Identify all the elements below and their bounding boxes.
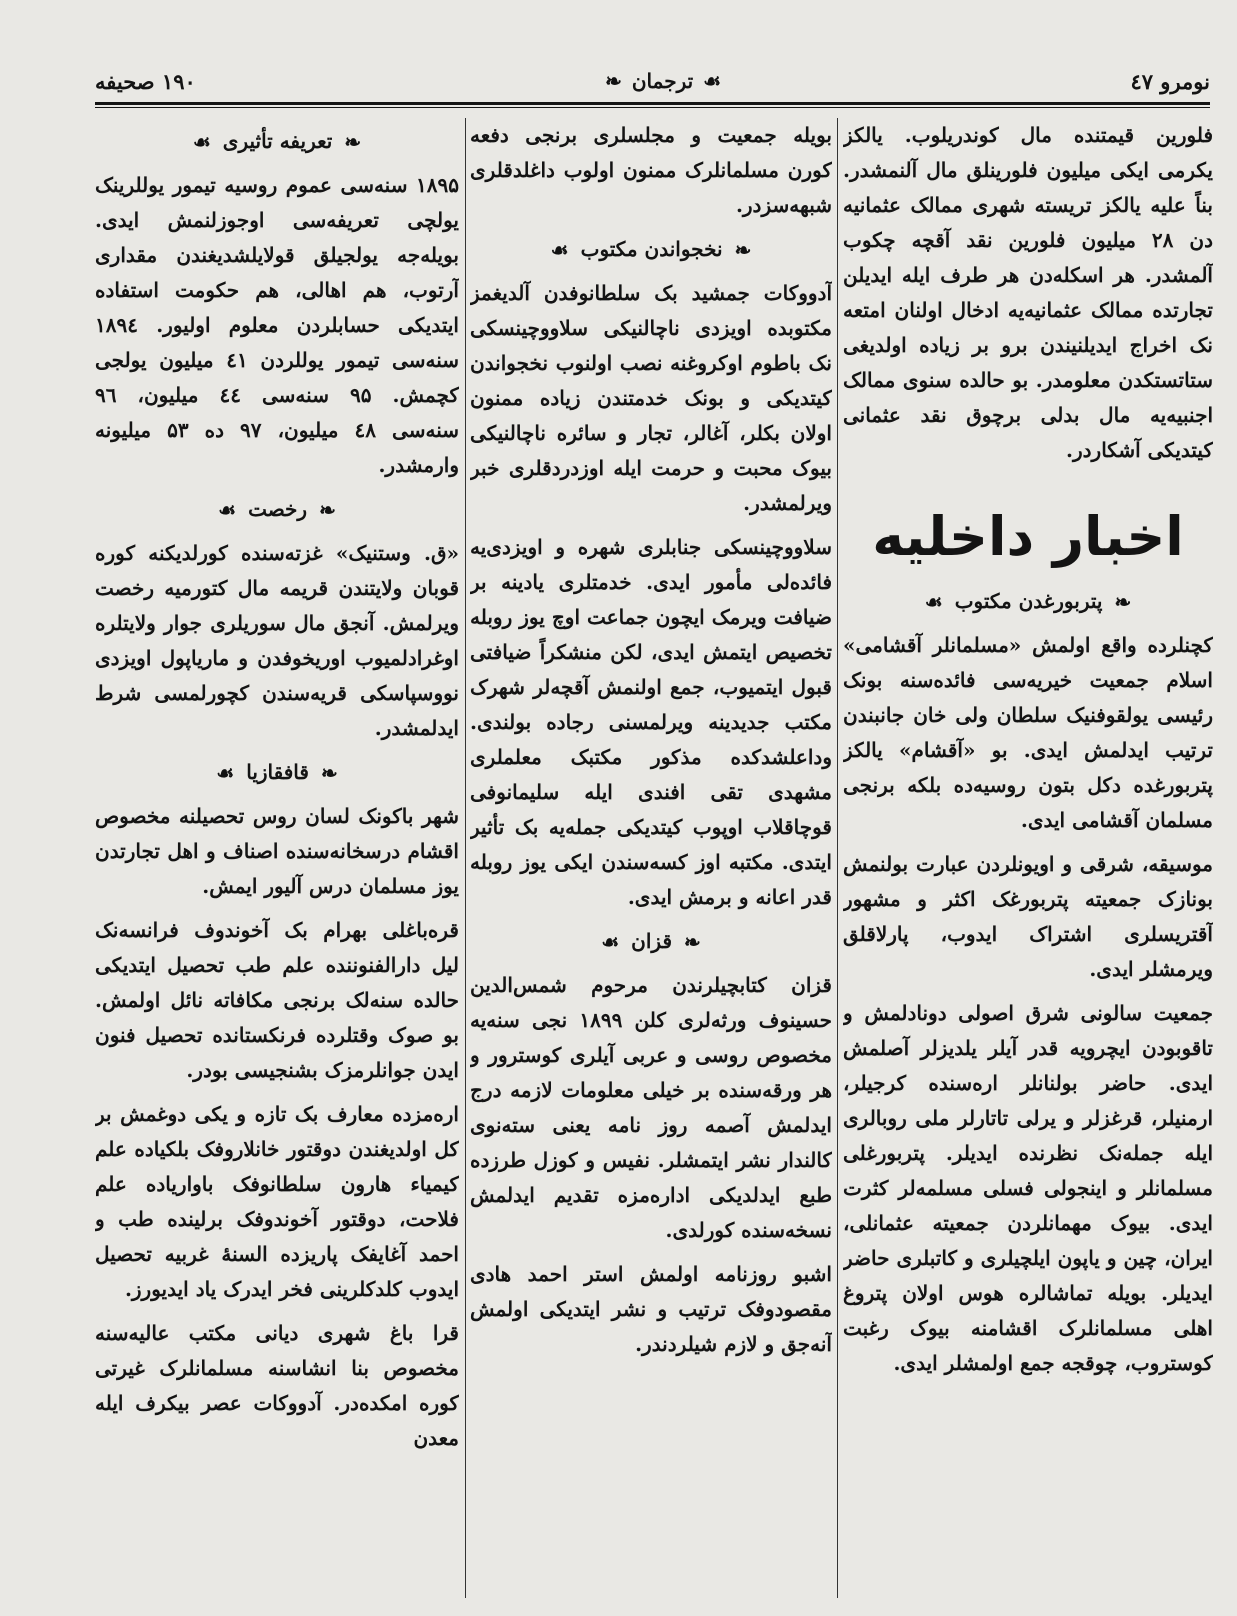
ornament-icon: ☙ <box>601 929 620 954</box>
paragraph: «ق. وستنیک» غزته‌سنده کورلدیکنه کوره قوبان ولایتندن قریمه مال کتورمیه رخصت ویرلمش. آنجق مال سوریلری جوار ولایتلره اوغرادلمیوب اوریخوفدن و ماریاپول اویزدی نووسپاسکی قریه‌سندن کچورلمسی شرط ایدلمشدر. <box>95 541 459 740</box>
paragraph: جمعیت سالونی شرق اصولی دونادلمش و تاقوبودن ایچرویه قدر آیلر یلدیزلر آصلمش ایدی. حاضر بولنانلر ارەسنده کرجیلر، ارمنیلر، قرغزلر و یرلی تاتارلر ملی روبالری ایله جمله‌نک نظرنده ایدیلر. پتربورغلی مسلمانلر و اینجولی فسلی مسلمەلر کثرت ایدی. بیوک مهمانلردن جمعیته عثمانلی، ایران، چین و یاپون ایلچیلری و کاتبلری حاضر ایدیلر. بویله تماشالره هوس اولان پتروغ اهلی مسلمانلرک اقشامنه بیوک رغبت کوستروب، چوقجه جمع اولمشلر ایدی. <box>843 1001 1213 1375</box>
paragraph: آدووکات جمشید بک سلطانوفدن آلدیغمز مکتوبده اویزدی ناچالنیکی سلاووچینسکی نک باطوم اوکروغنه نصب اولنوب نخجواندن کیتدیکی و بونک خدمتندن زیاده ممنون اولان بکلر، آغالر، تجار و سائره ناچالنیکی بیوک محبت و حرمت ایله اوزدردقلری خبر ویرلمشدر. <box>470 281 832 515</box>
section-banner-heading: اخبار داخلیه <box>872 505 1184 568</box>
ornament-icon: ☙ <box>703 69 722 93</box>
column-right <box>843 118 1213 1602</box>
ornament-icon: ❧ <box>684 929 701 954</box>
section-heading <box>470 232 832 267</box>
paragraph: شهر باکونک لسان روس تحصیلنه مخصوص اقشام درسخانه‌سنده اصناف و اهل تجارتدن یوز مسلمان درس آلیور ایمش. <box>95 804 459 898</box>
paragraph: اره‌مزده معارف بک تازه و یکی دوغمش بر کل اولدیغندن دوقتور خانلاروفک بلکیاده علم کیمیاء هارون سلطانوفک باواریاده علم فلاحت، دوقتور آخوندوفک برلینده طب و احمد آغایفک پاریزده السنهٔ غربیه تحصیل ایدوب کلدکلرینی فخر ایدرک یاد ایدیورز. <box>95 1102 459 1301</box>
ornament-icon: ☙ <box>216 760 235 785</box>
ornament-icon: ☙ <box>924 589 943 614</box>
column-divider <box>465 118 466 1598</box>
section-heading-text: پتربورغدن مکتوب <box>954 589 1103 613</box>
ornament-icon: ☙ <box>192 129 211 154</box>
masthead <box>95 62 1210 100</box>
ornament-icon: ❧ <box>734 237 752 262</box>
masthead-center <box>605 69 721 93</box>
newspaper-title: ترجمان <box>631 69 694 93</box>
ornament-icon: ☙ <box>218 497 237 522</box>
paragraph: قره‌باغلی بهرام بک آخوندوف فرانسه‌نک لیل دارالفنوننده علم طب تحصیل ایتدیکی حالده سنه‌لک برنجی مکافاته نائل اولمش. بو صوک وقتلرده فرنکستانده تحصیل فنون ایدن جوانلرمزک بشنجیسی بودر. <box>95 918 459 1082</box>
paragraph: کچنلرده واقع اولمش «مسلمانلر آقشامی» اسلام جمعیت خیریه‌سی فائده‌سنه بونک رئیسی یولقوفنیک سلطان ولی خان جانبندن ترتیب ایدلمش ایدی. بو «آقشام» یالکز پتربورغده دکل بتون روسیه‌ده بلکه برنجی مسلمان آقشامی ایدی. <box>843 633 1213 832</box>
column-middle <box>470 118 832 1602</box>
ornament-icon: ❧ <box>1114 589 1132 614</box>
section-heading-text: تعریفه تأثیری <box>222 129 333 153</box>
ornament-icon: ☙ <box>550 237 569 262</box>
page-number: ١٩٠ صحیفه <box>95 68 196 94</box>
paragraph: بویله جمعیت و مجلسلری برنجی دفعه کورن مسلمانلرک ممنون اولوب داغلدقلری شبهه‌سزدر. <box>470 123 832 217</box>
header-rule <box>95 102 1210 105</box>
paragraph: قزان کتابچیلرندن مرحوم شمس‌الدین حسینوف ورثه‌لری کلن ۱۸۹۹ نجی سنه‌یه مخصوص روسی و عربی آیلری کوسترور و هر ورقه‌سنده بر خیلی معلومات لازمه درج ایدلمش آصمه روز نامه یعنی سته‌نوی کالندار نشر ایتمشلر. نفیس و کوزل طرزده طبع ایدلدیکی ادارەمزه تقدیم ایدلمش نسخه‌سنده کورلدی. <box>470 973 832 1242</box>
section-heading <box>95 492 459 527</box>
ornament-icon: ❧ <box>344 129 362 154</box>
ornament-icon: ❧ <box>319 497 336 522</box>
column-left <box>95 118 459 1602</box>
section-heading <box>95 124 459 159</box>
section-heading-text: رخصت <box>248 497 308 521</box>
section-heading <box>95 755 459 790</box>
paragraph: موسیقه، شرقی و اویونلردن عبارت بولنمش بونازک جمعیته پتربورغک اکثر و مشهور آقتریسلری اشتراک ایدوب، پارلاقلق ویرمشلر ایدی. <box>843 852 1213 981</box>
ornament-icon: ❧ <box>320 760 338 785</box>
paragraph: سلاووچینسکی جنابلری شهره و اویزدی‌یه فائده‌لی مأمور ایدی. خدمتلری یادینه بر ضیافت ویرمک ایچون جماعت اوچ یوز روبله تخصیص ایتمش ایدی، لکن منشکراً ضیافتی قبول ایتمیوب، جمع اولنمش آقچەلر شهرک مکتب جدیدینه ویرلمسنی رجاده بولندی. وداعلشدکده مذکور مکتبک معلملری مشهدی تقی افندی ایله سلیمانوفی قوچاقلاب اوپوب کیتدیکی جمله‌یه بک تأثیر ایتدی. مکتبه اوز کسەسندن ایکی یوز روبله قدر اعانه و برمش ایدی. <box>470 535 832 909</box>
paragraph: ۱۸۹۵ سنه‌سی عموم روسیه تیمور یوللرینک یولچی تعریفه‌سی اوجوزلنمش ایدی. بویله‌جه یولجیلق قولایلشدیغندن مقداری آرتوب، هم اهالی، هم حکومت استفاده ایتدیکی حسابلردن معلوم اولیور. ۱۸۹٤ سنه‌سی تیمور یوللردن ٤۱ میلیون یولجی کچمش. ۹۵ سنه‌سی ٤٤ میلیون، ۹٦ سنه‌سی ٤۸ میلیون، ۹۷ ده ۵۳ میلیونه وارمشدر. <box>95 173 459 477</box>
section-heading <box>470 924 832 959</box>
paragraph: اشبو روزنامه اولمش استر احمد هادی مقصودوفک ترتیب و نشر ایتدیکی اولمش آنه‌جق و لازم شیلردندر. <box>470 1262 832 1356</box>
section-heading-text: قزان <box>631 929 673 953</box>
issue-number: نومرو ٤٧ <box>1130 68 1210 94</box>
ornament-icon: ❧ <box>605 69 622 93</box>
section-heading-text: نخجواندن مکتوب <box>580 237 723 261</box>
section-heading <box>843 584 1213 619</box>
paragraph: قرا باغ شهری دیانی مکتب عالیه‌سنه مخصوص بنا انشاسنه مسلمانلرک غیرتی کوره امکده‌در. آدووکات عصر بیکرف ایله معدن <box>95 1321 459 1450</box>
section-heading-text: قافقازیا <box>246 760 309 784</box>
paragraph: فلورین قیمتنده مال کوندریلوب. یالکز یکرمی ایکی میلیون فلورینلق مال آلنمشدر. بناً علیه یالکز تریسته شهری ممالک عثمانیه دن ۲۸ میلیون فلورین نقد آقچه چکوب آلمشدر. هر اسکله‌دن هر طرف ایله ایدیلن تجارتده ممالک عثمانیه‌یه ادخال اولنان امتعه نک اخراج ایدیلنیندن برو بر زیاده اولدیغی ستاتستکدن معلومدر. بو حالده سنوی ممالک اجنبیه‌یه مال بدلی برچوق نقد عثمانی کیتدیکی آشکاردر. <box>843 123 1213 462</box>
column-divider <box>837 118 838 1598</box>
header-rule-thin <box>95 107 1210 108</box>
